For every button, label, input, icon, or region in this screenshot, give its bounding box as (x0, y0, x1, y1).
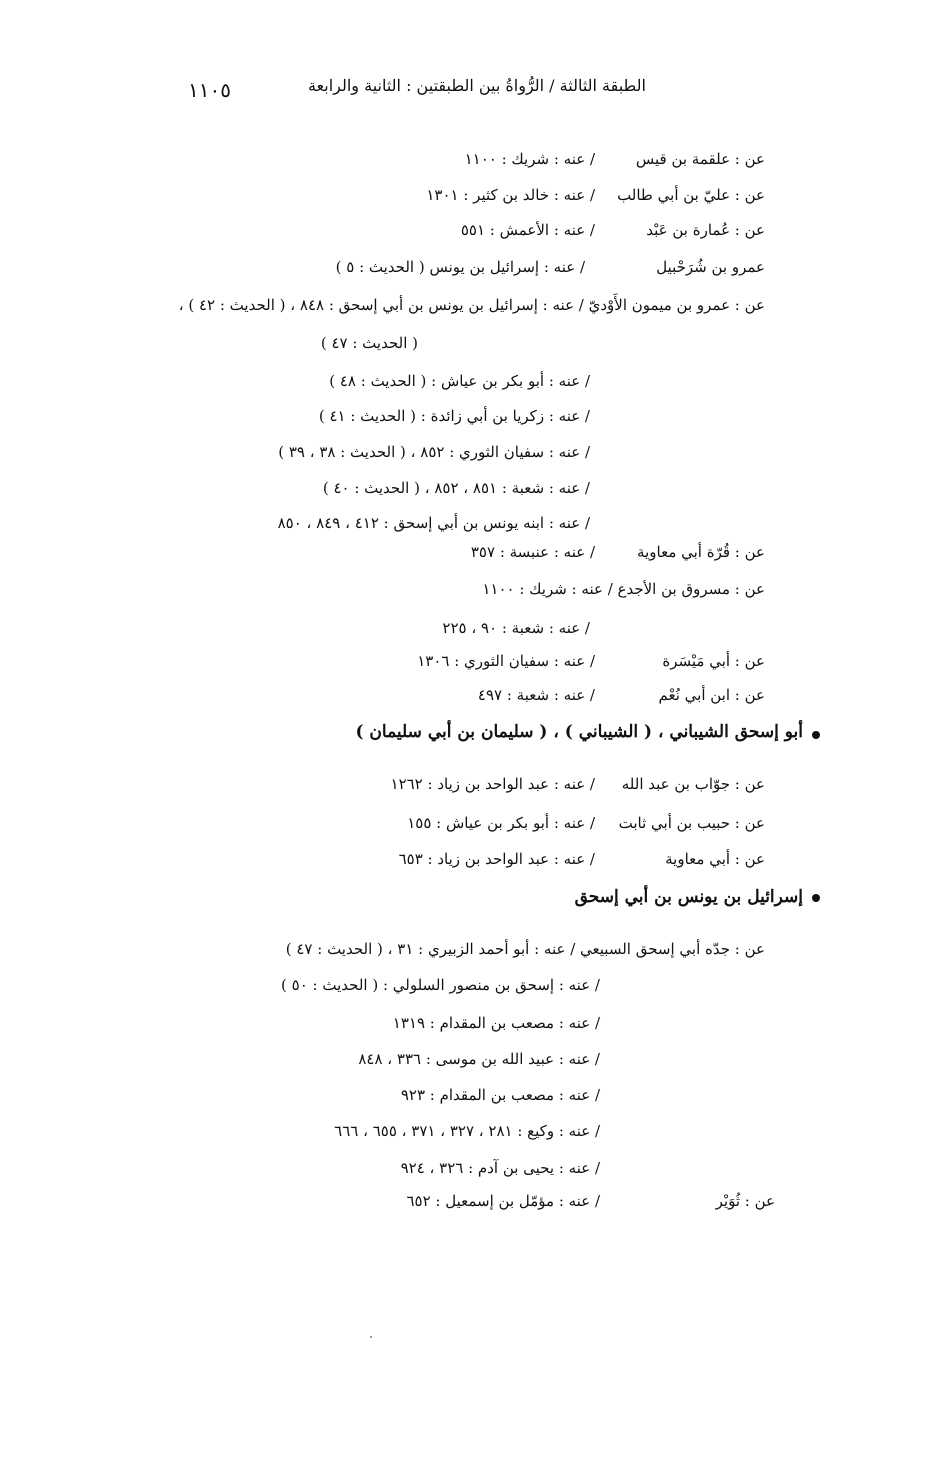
entry-row (370, 814, 765, 836)
entry-source: عن : ابن أبي نُعْم (658, 686, 765, 704)
entry-line: عن : مسروق بن الأجدع / عنه : شريك : ١١٠٠ (482, 580, 765, 598)
entry-narrator: / عنه : خالد بن كثير : ١٣٠١ (426, 186, 595, 204)
section-heading: أبو إسحق الشيباني ، ( الشيباني ) ، ( سليمان بن أبي سليمان ) (355, 722, 803, 742)
entry-row (340, 775, 765, 797)
narrator-line: / عنه : شعبة : ٩٠ ، ٢٢٥ (442, 619, 590, 637)
bullet-icon (812, 894, 820, 902)
entry-row (290, 258, 765, 280)
section-heading: إسرائيل بن يونس بن أبي إسحق (574, 887, 803, 907)
entry-source: عمرو بن شُرَحْبيل (656, 258, 765, 276)
entry-narrator: / عنه : سفيان الثوري : ١٣٠٦ (417, 652, 595, 670)
entry-row (300, 186, 765, 208)
narrator-line: / عنه : إسحق بن منصور السلولي : ( الحديث : ٥٠ ) (281, 976, 600, 994)
entry-line: عن : جدّه أبي إسحق السبيعي / عنه : أبو أحمد الزبيري : ٣١ ، ( الحديث : ٤٧ ) (285, 940, 765, 958)
speck (370, 1336, 372, 1338)
page-number: ١١٠٥ (188, 78, 231, 102)
narrator-line: / عنه : وكيع : ٢٨١ ، ٣٢٧ ، ٣٧١ ، ٦٥٥ ، ٦٦٦ (334, 1122, 600, 1140)
bullet-icon (812, 731, 820, 739)
entry-row (370, 652, 765, 674)
entry-source: عن : حبيب بن أبي ثابت (618, 814, 765, 832)
narrator-line: / عنه : سفيان الثوري : ٨٥٢ ، ( الحديث : ٣٨ ، ٣٩ ) (278, 443, 590, 461)
entry-source: عن : عُمارة بن عَبْد (646, 221, 765, 239)
entry-narrator: / عنه : أبو بكر بن عياش : ١٥٥ (407, 814, 595, 832)
narrator-line: / عنه : أبو بكر بن عياش : ( الحديث : ٤٨ ) (329, 372, 590, 390)
entry-line-continued: ( الحديث : ٤٧ ) (320, 334, 418, 352)
entry-row (300, 150, 765, 172)
narrator-line: / عنه : عبيد الله بن موسى : ٣٣٦ ، ٨٤٨ (358, 1050, 600, 1068)
entry-source: عن : قُرّة أبي معاوية (637, 543, 765, 561)
entry-row (380, 1192, 775, 1214)
entry-source: عن : علقمة بن قيس (635, 150, 765, 168)
entry-row (420, 543, 765, 565)
entry-line: عن : عمرو بن ميمون الأَوْديّ / عنه : إسرائيل بن يونس بن أبي إسحق : ٨٤٨ ، ( الحديث : ٤٢ ) ، (178, 296, 765, 314)
entry-row (420, 686, 765, 708)
narrator-line: / عنه : زكريا بن أبي زائدة : ( الحديث : ٤١ ) (318, 407, 590, 425)
entry-narrator: / عنه : عبد الواحد بن زياد : ١٢٦٢ (390, 775, 595, 793)
narrator-line: / عنه : شعبة : ٨٥١ ، ٨٥٢ ، ( الحديث : ٤٠ ) (322, 479, 590, 497)
entry-narrator: / عنه : مؤمّل بن إسمعيل : ٦٥٢ (406, 1192, 600, 1210)
entry-source: عن : أبي معاوية (665, 850, 765, 868)
entry-source: عن : جوّاب بن عبد الله (621, 775, 765, 793)
entry-source: عن : ثُوَيْر (715, 1192, 775, 1210)
narrator-line: / عنه : مصعب بن المقدام : ٩٢٣ (400, 1086, 600, 1104)
narrator-line: / عنه : يحيى بن آدم : ٣٢٦ ، ٩٢٤ (400, 1159, 600, 1177)
entry-narrator: / عنه : شريك : ١١٠٠ (464, 150, 595, 168)
entry-source: عن : أبي مَيْسَرة (662, 652, 765, 670)
entry-narrator: / عنه : شعبة : ٤٩٧ (477, 686, 595, 704)
entry-source: عن : عليّ بن أبي طالب (617, 186, 765, 204)
running-header: الطبقة الثالثة / الرُّواةُ بين الطبقتين : الثانية والرابعة (307, 76, 646, 95)
entry-row (300, 221, 765, 243)
narrator-line: / عنه : ابنه يونس بن أبي إسحق : ٤١٢ ، ٨٤٩ ، ٨٥٠ (277, 514, 590, 532)
entry-narrator: / عنه : عبد الواحد بن زياد : ٦٥٣ (398, 850, 595, 868)
entry-narrator: / عنه : الأعمش : ٥٥١ (460, 221, 595, 239)
narrator-line: / عنه : مصعب بن المقدام : ١٣١٩ (392, 1014, 600, 1032)
entry-narrator: / عنه : عنبسة : ٣٥٧ (470, 543, 595, 561)
entry-narrator: / عنه : إسرائيل بن يونس ( الحديث : ٥ ) (335, 258, 585, 276)
entry-row (350, 850, 765, 872)
